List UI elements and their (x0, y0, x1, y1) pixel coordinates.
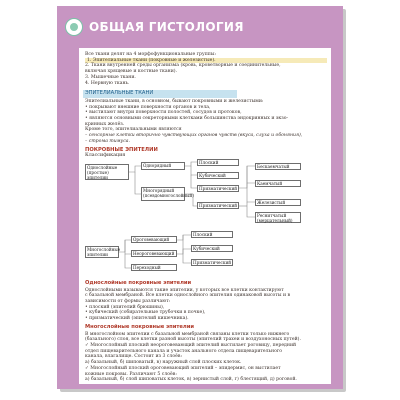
intro-block (85, 52, 327, 86)
text-line: (базального) слоя, все клетки разной высоты (эпителий трахеи и воздухоносных путей). (85, 337, 301, 343)
text-line: В многослойном эпителии с базальной мембраной связаны клетки только нижнего (85, 331, 290, 337)
page-title: ОБЩАЯ ГИСТОЛОГИЯ (89, 20, 244, 34)
text-line: • кубический (собирательные трубочки в почке), (85, 310, 206, 316)
text-line: отдел пищеварительного канала и участок анального отдела пищеварительного (85, 348, 283, 354)
intro-line: включая хрящевые и костные ткани). (85, 69, 178, 75)
covering-epithelia-heading: ПОКРОВНЫЕ ЭПИТЕЛИИ (85, 146, 158, 153)
text-line: – сенсорные клетки вторично чувствующих органов чувств (вкуса, слуха и обоняния), (85, 133, 303, 139)
text-line: Однослойными называются такие эпителии, у которых все клетки контактируют (85, 287, 284, 293)
header (57, 6, 343, 48)
text-line: Кроме того, эпителиальными являются (85, 127, 182, 133)
diagram-box-multi-row: Многорядный (псевдомногослойный) (141, 187, 185, 201)
lower-text (79, 281, 331, 383)
multi-layer-heading: Многослойные покровные эпителии (85, 323, 194, 330)
diagram-box-transitional: Переходный (131, 264, 177, 271)
intro-line: Все ткани делят на 4 морфофункциональные группы: (85, 52, 217, 57)
intro-line: 2. Ткани внутренней среды организма (кровь, кроветворные и соединительные, (85, 63, 281, 69)
diagram-box-multi-layer: Многослойные эпителии (87, 246, 121, 257)
diagram-box-bordered: Каемчатый (255, 180, 301, 187)
intro-line: 3. Мышечные ткани. (85, 74, 136, 80)
single-layer-text (85, 288, 327, 322)
text-line: • плоский (эпителий брюшины), (85, 304, 165, 310)
diagram-box-non-keratinizing: Неороговевающий (131, 250, 177, 257)
poster-page (57, 6, 343, 389)
epithelial-text (85, 99, 327, 145)
diagram-box-flat: Плоский (197, 159, 239, 166)
diagram-box-prismatic-2: Призматический (193, 259, 232, 265)
intro-line: 1. Эпителиальные ткани (покровные и железистые). (85, 58, 327, 64)
classification-label: Классификация (85, 153, 126, 159)
text-line: • покрывают внешние поверхности органов и тела, (85, 104, 211, 110)
text-line: – строма тимуса. (85, 138, 130, 144)
logo-icon (65, 18, 83, 36)
diagram-box-cubic: Кубический (197, 172, 239, 179)
text-line: • призматический (эпителий кишечника). (85, 316, 189, 322)
diagram-box-single-layer: Однослойные (простые) эпителии (85, 164, 129, 180)
section-heading-epithelial: ЭПИТЕЛИАЛЬНЫЕ ТКАНИ (83, 90, 237, 98)
diagram-box-ciliated: Реснитчатый (мерцательный) (255, 212, 301, 223)
text-line: кринных желёз. (85, 121, 125, 127)
text-line: ✓ Многослойный плоский ороговевающий эпителий – эпидермис, он выстилает (85, 365, 281, 371)
classification-diagram (79, 160, 331, 278)
diagram-box-glandular: Железистый (255, 199, 301, 206)
diagram-box-prismatic: Призматический (199, 185, 238, 191)
diagram-box-no-border: Бескаемчатый (255, 163, 301, 170)
text-line: с базальной мембраной. Все клетки однослойного эпителия одинаковой высоты и в (85, 293, 291, 299)
text-line: кожные покровы. Различают 5 слоёв: (85, 371, 177, 377)
text-line: • являются основными секреторными клетками большинства эндокринных и экзо- (85, 116, 289, 122)
text-line: а) базальный, б) слой шиповатых клеток, в) зернистый слой, г) блестящий, д) роговой. (85, 377, 297, 383)
diagram-box-keratinizing: Ороговевающий (131, 236, 177, 243)
text-line: а) базальный, б) шиповатый, в) наружный слой плоских клеток. (85, 360, 242, 366)
diagram-box-flat-2: Плоский (191, 231, 233, 238)
intro-line: 4. Нервную ткань. (85, 80, 130, 86)
multi-layer-text (85, 332, 327, 383)
diagram-box-single-row: Однорядный (141, 162, 185, 170)
text-line: зависимости от формы различают: (85, 299, 171, 305)
diagram-box-cubic-2: Кубический (191, 245, 233, 252)
text-line: ✓ Многослойный плоский неороговевающий эпителий выстилает роговицу, передний (85, 342, 297, 348)
single-layer-heading: Однослойные покровные эпителии (85, 279, 192, 286)
diagram-box-prismatic-multi: Призматический (199, 202, 238, 208)
text-line: Эпителиальные ткани, в основном, бывают покровными и железистыми: (85, 98, 264, 104)
text-line: канала, влагалище. Состоит из 3 слоёв: (85, 354, 183, 360)
text-line: • выстилают внутри поверхности полостей, сосудов и протоков, (85, 110, 242, 116)
content-area (79, 48, 331, 384)
